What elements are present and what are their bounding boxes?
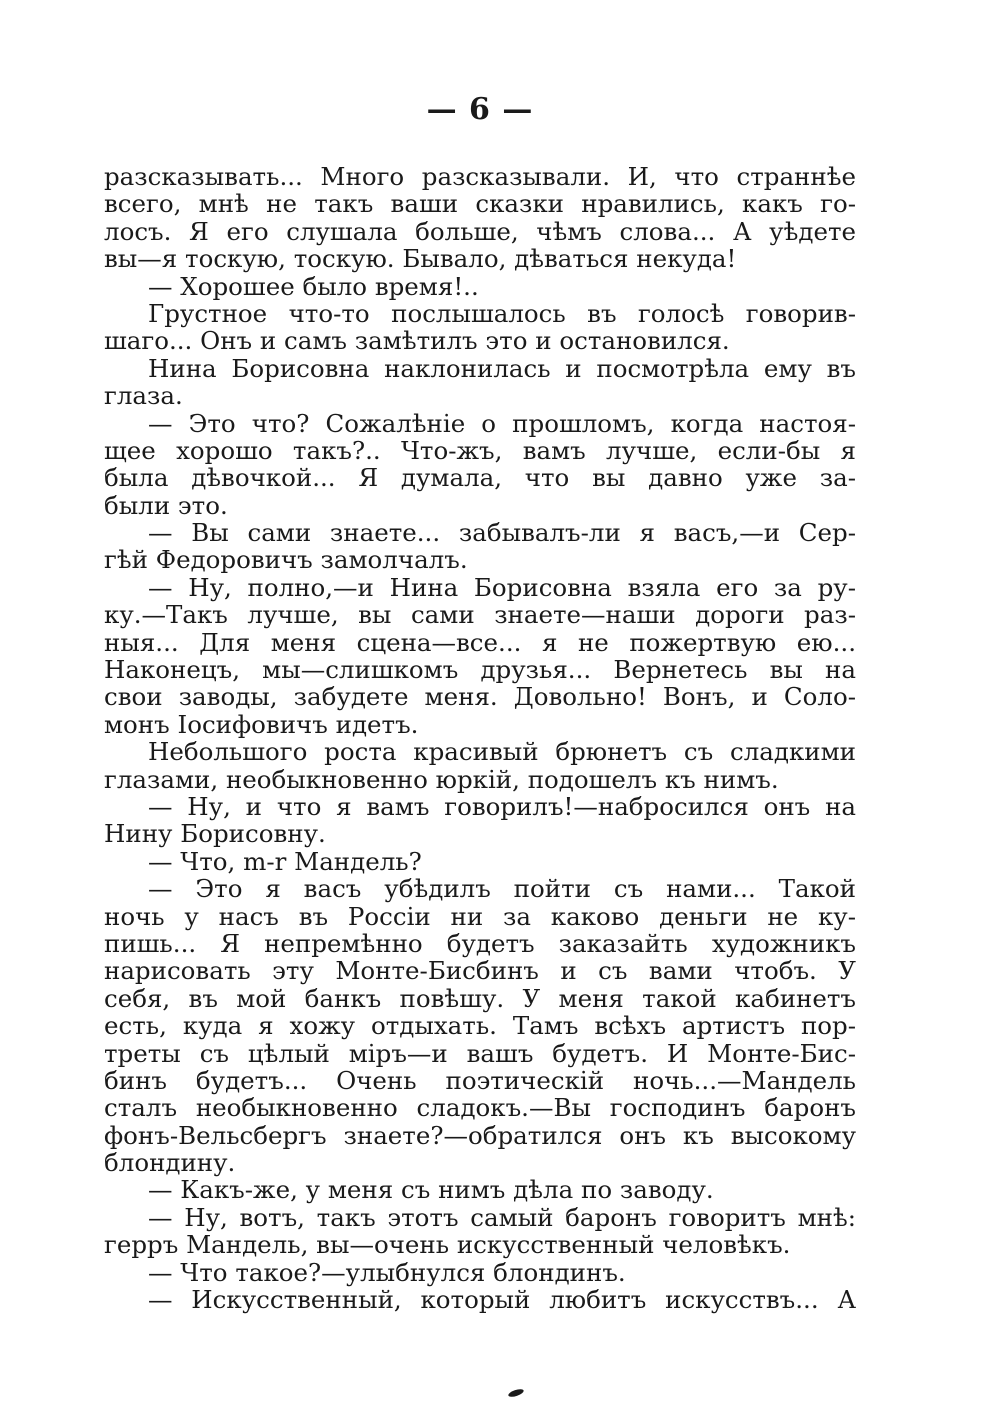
text-line: — Хорошее было время!.. [148, 271, 479, 301]
text-line: — Ну, полно,—и Нина Борисовна взяла его за ру- [148, 572, 856, 602]
text-line: — Ну, и что я вамъ говорилъ!—набросился онъ на [148, 791, 856, 821]
text-line: Небольшого роста красивый брюнетъ съ сладкими [148, 737, 856, 767]
text-line: глаза. [104, 381, 183, 411]
text-line: — Что такое?—улыбнулся блондинъ. [148, 1257, 626, 1287]
text-line: монъ Іосифовичъ идетъ. [104, 709, 419, 739]
text-line: себя, въ мой банкъ повѣшу. У меня такой кабинетъ [104, 983, 856, 1013]
text-line: вы—я тоскую, тоскую. Бывало, дѣваться некуда! [104, 244, 737, 274]
text-line: ночь у насъ въ Россіи ни за каково деньги не ку- [104, 901, 856, 931]
text-line: — Искусственный, который любитъ искусствъ... А [148, 1285, 856, 1315]
ink-blot [507, 1388, 524, 1399]
page-number: — 6 — [426, 92, 534, 127]
text-line: разсказывать... Много разсказывали. И, что страннѣе [104, 162, 856, 191]
body-text [104, 163, 856, 1313]
text-line: нарисовать эту Монте-Бисбинъ и съ вами чтобъ. У [104, 956, 856, 986]
text-line: Нина Борисовна наклонилась и посмотрѣла ему въ [148, 353, 856, 383]
text-line: ку.—Такъ лучше, вы сами знаете—наши дороги раз- [104, 600, 856, 630]
text-line: лосъ. Я его слушала больше, чѣмъ слова... А уѣдете [104, 216, 856, 246]
text-line: свои заводы, забудете меня. Довольно! Вонъ, и Соло- [104, 682, 856, 712]
text-line: герръ Мандель, вы—очень искусственный человѣкъ. [104, 1230, 791, 1260]
text-line: Грустное что-то послышалось въ голосѣ говорив- [148, 298, 856, 328]
text-line: сталъ необыкновенно сладокъ.—Вы господинъ баронъ [104, 1093, 856, 1123]
text-line: ныя... Для меня сцена—все... я не пожертвую ею... [104, 627, 856, 657]
text-line: — Ну, вотъ, такъ этотъ самый баронъ говоритъ мнѣ: [148, 1202, 856, 1232]
text-line: есть, куда я хожу отдыхать. Тамъ всѣхъ артистъ пор- [104, 1011, 856, 1041]
text-line: фонъ-Вельсбергъ знаете?—обратился онъ къ высокому [104, 1120, 856, 1150]
text-line: пишь... Я непремѣнно будетъ заказайть художникъ [104, 928, 856, 958]
text-line: — Вы сами знаете... забывалъ-ли я васъ,—и Сер- [148, 518, 856, 548]
text-line: — Какъ-же, у меня съ нимъ дѣла по заводу. [148, 1175, 714, 1205]
text-line: блондину. [104, 1148, 236, 1178]
text-line: Нину Борисовну. [104, 819, 326, 849]
text-line: были это. [104, 490, 228, 520]
text-line: Наконецъ, мы—слишкомъ друзья... Вернетесь вы на [104, 655, 856, 685]
text-line: шаго... Онъ и самъ замѣтилъ это и остановился. [104, 326, 730, 356]
text-line: всего, мнѣ не такъ ваши сказки нравились, какъ го- [104, 189, 856, 219]
text-line: — Что, m-r Мандель? [148, 846, 422, 876]
text-line: щее хорошо такъ?.. Что-жъ, вамъ лучше, если-бы я [104, 435, 856, 465]
text-line: гѣй Федоровичъ замолчалъ. [104, 545, 468, 575]
text-line: — Это я васъ убѣдилъ пойти съ нами... Такой [148, 874, 856, 904]
text-line: бинъ будетъ... Очень поэтическій ночь...—Мандель [104, 1065, 856, 1095]
text-line: треты съ цѣлый міръ—и вашъ будетъ. И Монте-Бис- [104, 1038, 856, 1068]
text-line: глазами, необыкновенно юркій, подошелъ къ нимъ. [104, 764, 779, 794]
text-line: была дѣвочкой... Я думала, что вы давно уже за- [104, 463, 856, 493]
text-line: — Это что? Сожалѣніе о прошломъ, когда настоя- [148, 408, 856, 438]
